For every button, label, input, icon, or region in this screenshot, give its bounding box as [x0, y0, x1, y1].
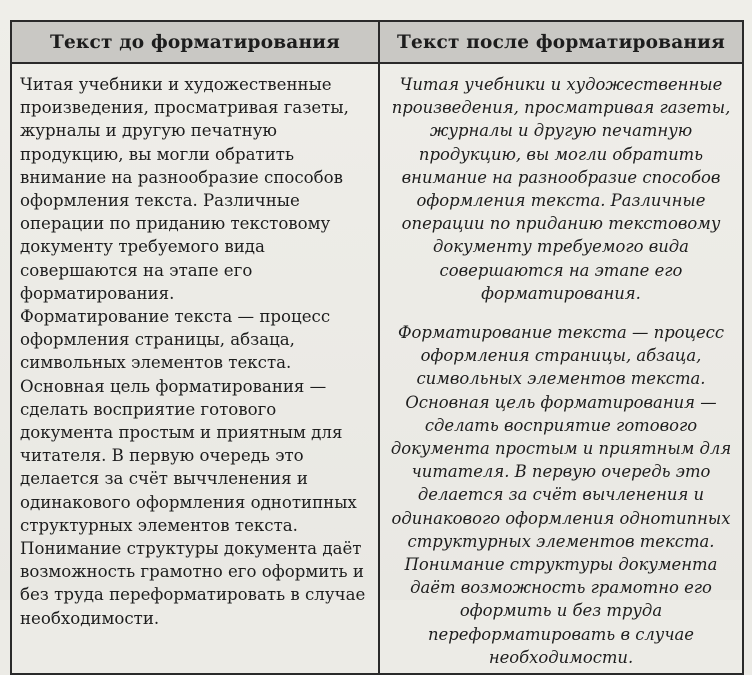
- comparison-table: [10, 20, 744, 675]
- before-paragraph: Форматирование текста — процесс оформления страницы, абзаца, символьных элементов текста. Основная цель форматирования — сделать восприятие готового документа простым и приятным для читателя. В первую очередь это делается за счёт выччленения и одинакового оформления однотипных структурных элементов текста.: [20, 307, 357, 535]
- header-after: Текст после форматирования: [379, 21, 743, 63]
- before-paragraph: Понимание структуры документа даёт возможность грамотно его оформить и без труда переформатировать в случае необходимости.: [20, 539, 366, 628]
- after-paragraph: Читая учебники и художественные произведения, просматривая газеты, журналы и другую печатную продукцию, вы могли обратить внимание на разнообразие способов оформления текста. Различные операции по приданию текстовому документу требуемого вида совершаются на этапе его форматирования.: [391, 75, 731, 303]
- header-before: Текст до форматирования: [11, 21, 379, 63]
- after-cell: [379, 63, 743, 674]
- before-cell: [11, 63, 379, 674]
- content-row: [11, 63, 743, 674]
- after-paragraph: Форматирование текста — процесс оформления страницы, абзаца, символьных элементов текста. Основная цель форматирования — сделать восприятие готового документа простым и приятным для читателя. В первую очередь это делается за счёт вычленения и одинакового оформления однотипных структурных элементов текста. Понимание структуры документа даёт возможность грамотно его оформить и без труда переформатировать в случае необходимости.: [390, 323, 732, 667]
- before-paragraph: Читая учебники и художественные произведения, просматривая газеты, журналы и другую печатную продукцию, вы могли обратить внимание на разнообразие способов оформления текста. Различные операции по приданию текстовому документу требуемого вида совершаются на этапе его форматирования.: [20, 75, 349, 303]
- header-row: [11, 21, 743, 63]
